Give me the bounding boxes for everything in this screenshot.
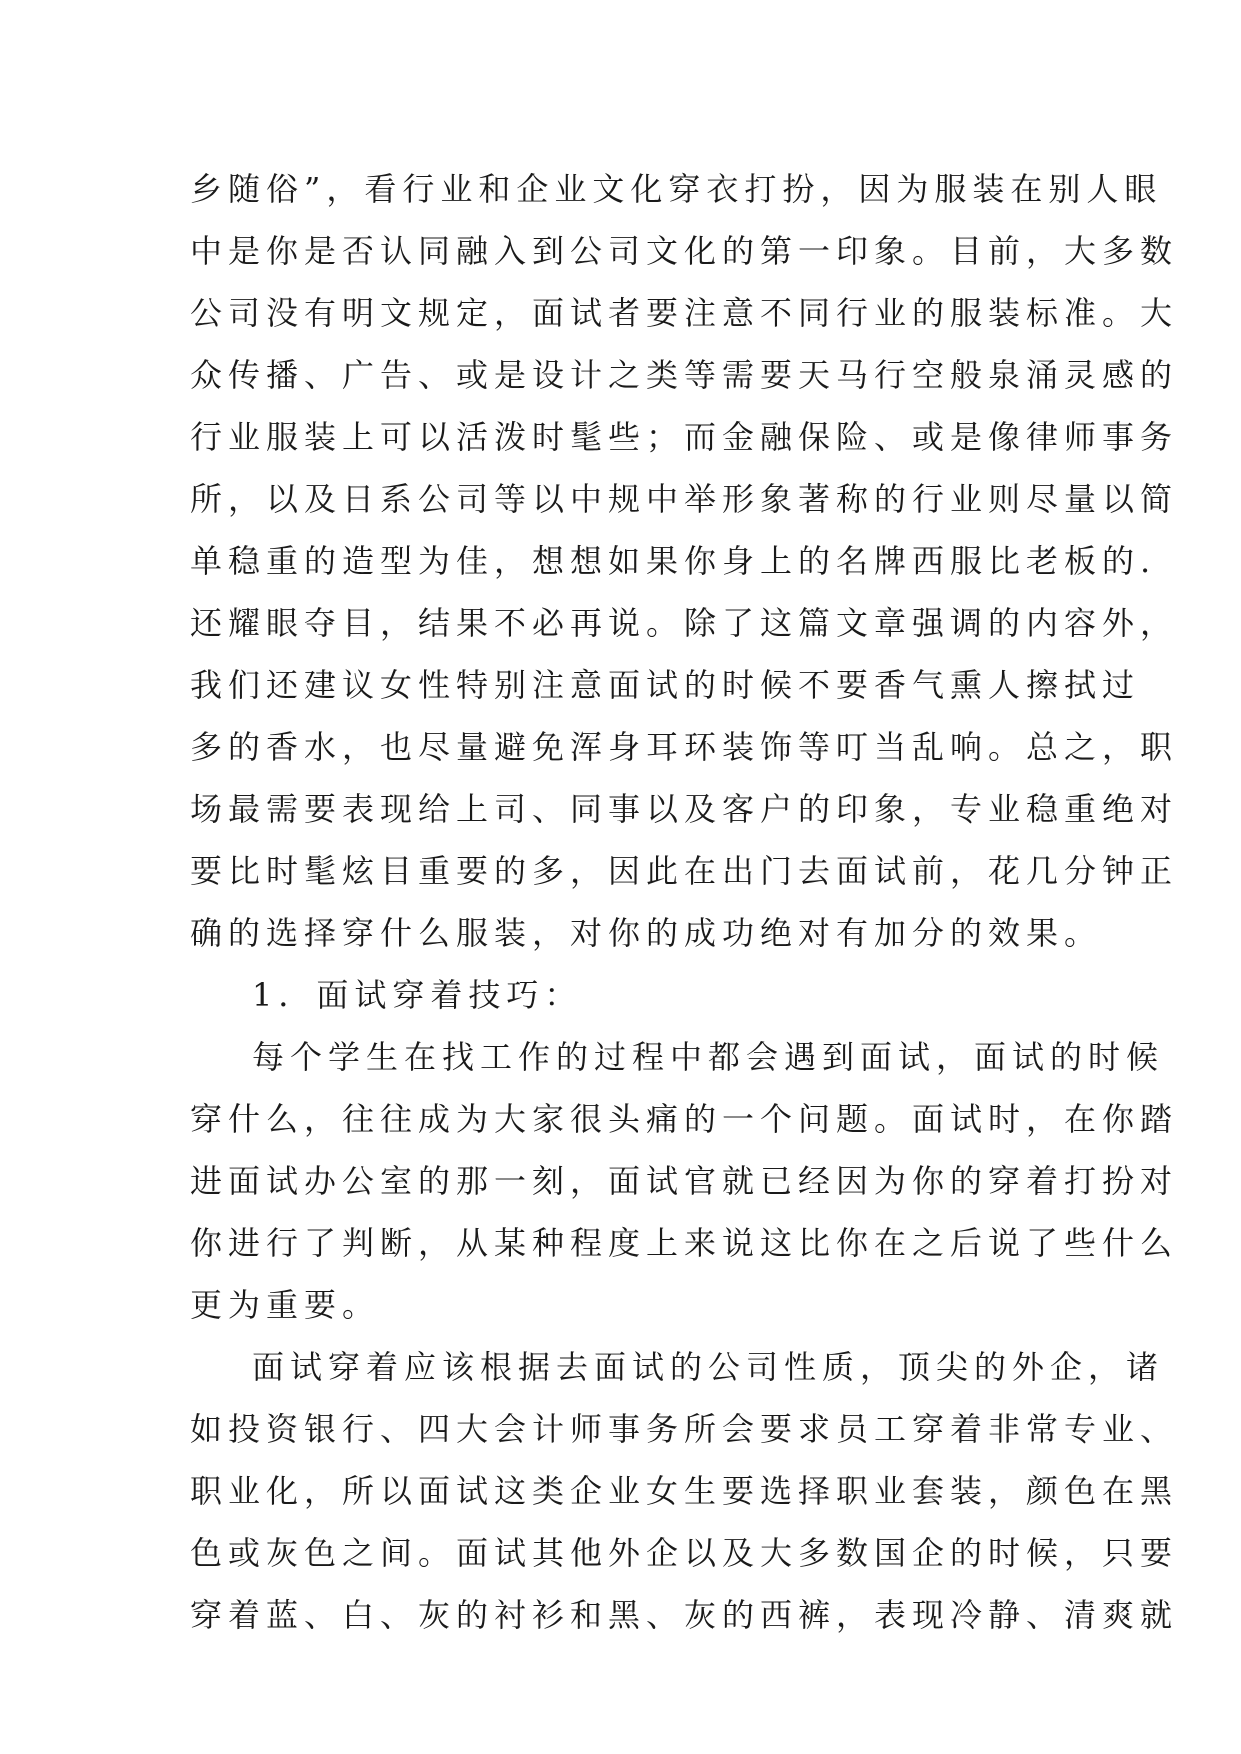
text-line: 穿着蓝、白、灰的衬衫和黑、灰的西裤，表现冷静、清爽就 — [190, 1596, 1179, 1634]
text-line: 多的香水，也尽量避免浑身耳环装饰等叮当乱响。总之，职 — [190, 728, 1179, 766]
text-line: 乡随俗”，看行业和企业文化穿衣打扮，因为服装在别人眼 — [190, 170, 1163, 208]
text-line: 更为重要。 — [190, 1286, 381, 1324]
text-line: 面试穿着应该根据去面试的公司性质，顶尖的外企，诸 — [252, 1348, 1165, 1386]
text-line: 进面试办公室的那一刻，面试官就已经因为你的穿着打扮对 — [190, 1162, 1179, 1200]
text-line: 色或灰色之间。面试其他外企以及大多数国企的时候，只要 — [190, 1534, 1179, 1572]
document-body — [190, 158, 1179, 1646]
text-line: 要比时髦炫目重要的多，因此在出门去面试前，花几分钟正 — [190, 852, 1179, 890]
text-line: 公司没有明文规定，面试者要注意不同行业的服装标准。大 — [190, 294, 1179, 332]
text-line: 1．面试穿着技巧： — [252, 976, 583, 1014]
text-line: 单稳重的造型为佳，想想如果你身上的名牌西服比老板的. — [190, 542, 1157, 580]
text-line: 众传播、广告、或是设计之类等需要天马行空般泉涌灵感的 — [190, 356, 1179, 394]
text-line: 每个学生在找工作的过程中都会遇到面试，面试的时候 — [252, 1038, 1165, 1076]
text-line: 我们还建议女性特别注意面试的时候不要香气熏人擦拭过 — [190, 666, 1141, 704]
text-line: 所，以及日系公司等以中规中举形象著称的行业则尽量以简 — [190, 480, 1179, 518]
text-line: 行业服装上可以活泼时髦些；而金融保险、或是像律师事务 — [190, 418, 1179, 456]
text-line: 中是你是否认同融入到公司文化的第一印象。目前，大多数 — [190, 232, 1179, 270]
text-line: 还耀眼夺目，结果不必再说。除了这篇文章强调的内容外， — [190, 604, 1179, 642]
text-line: 职业化，所以面试这类企业女生要选择职业套装，颜色在黑 — [190, 1472, 1179, 1510]
text-line: 场最需要表现给上司、同事以及客户的印象，专业稳重绝对 — [190, 790, 1179, 828]
text-line: 确的选择穿什么服装，对你的成功绝对有加分的效果。 — [190, 914, 1103, 952]
text-line: 如投资银行、四大会计师事务所会要求员工穿着非常专业、 — [190, 1410, 1179, 1448]
text-line: 穿什么，往往成为大家很头痛的一个问题。面试时，在你踏 — [190, 1100, 1179, 1138]
text-line: 你进行了判断，从某种程度上来说这比你在之后说了些什么 — [190, 1224, 1179, 1262]
